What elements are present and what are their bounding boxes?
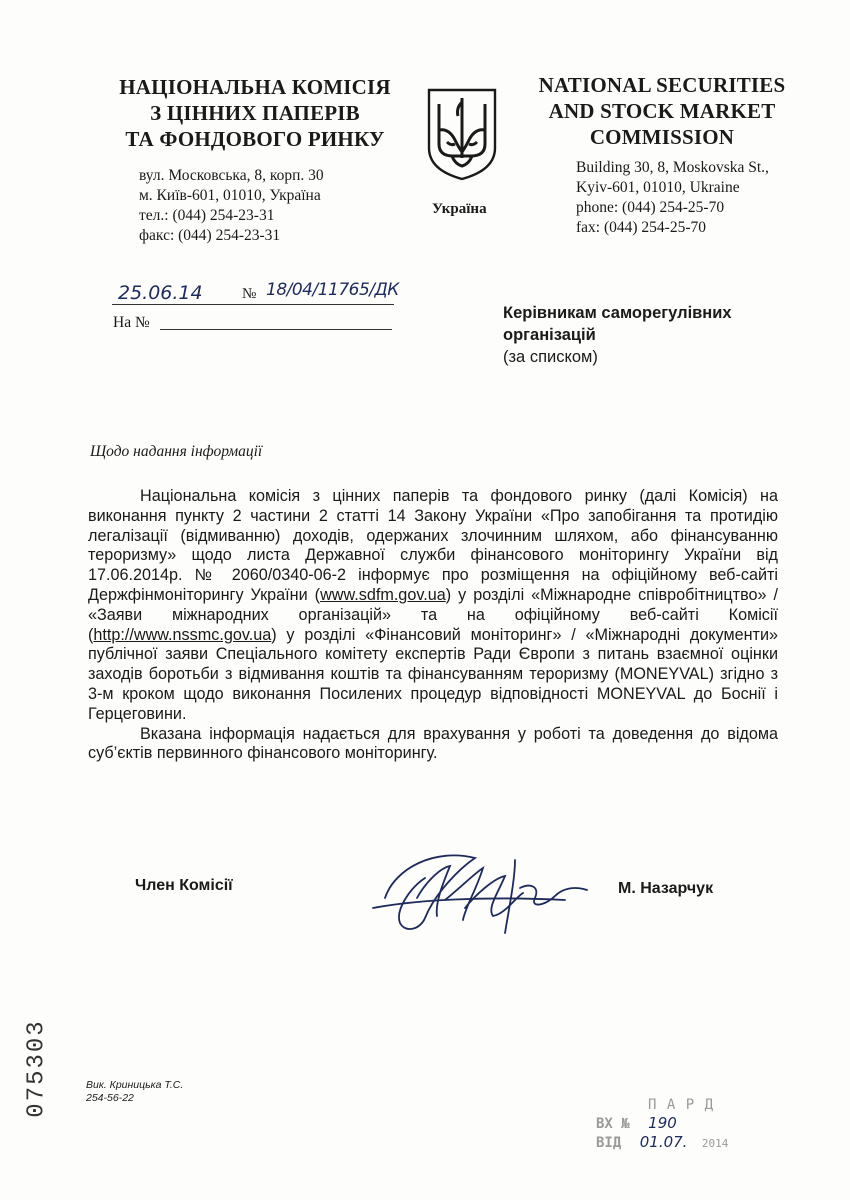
executor-name: Вик. Криницька Т.С. [86,1079,184,1091]
left-org-title [108,74,402,152]
body-paragraph: Вказана інформація надається для врахування у роботі та доведення до відома суб’єктів первинного фінансового моніторингу. [88,724,778,763]
address-line: вул. Московська, 8, корп. 30 [139,167,324,184]
right-title-line: AND STOCK MARKET [548,99,776,123]
right-title-line: NATIONAL SECURITIES [538,73,786,97]
stamp-incoming-number: ВХ № 190 [596,1114,677,1132]
outgoing-number: 18/04/11765/ДК [266,280,399,300]
ref-underline [112,304,394,305]
number-label: № [242,286,257,302]
stamp-year: 2014 [701,1137,729,1150]
address-line: факс: (044) 254-23-31 [139,227,281,244]
address-line: Kyiv-601, 01010, Ukraine [576,179,740,196]
address-line: м. Київ-601, 01010, Україна [139,187,321,204]
right-title-line: COMMISSION [589,125,735,149]
address-line: тел.: (044) 254-23-31 [139,207,275,224]
handwritten-signature-icon [365,838,595,943]
letter-body [88,487,778,764]
signatory-name: М. Назарчук [618,880,714,897]
stamp-incoming-value: 190 [648,1114,677,1132]
executor-info [86,1079,183,1105]
emblem-caption: Україна [432,201,487,217]
trident-emblem-icon [425,86,499,182]
address-line: phone: (044) 254-25-70 [576,199,725,216]
addressee-line: (за списком) [503,348,598,366]
addressee-line: Керівникам саморегулівних [503,304,732,322]
body-paragraph: Національна комісія з цінних паперів та фондового ринку (далі Комісія) на виконання пункту 2 частини 2 статті 14 Закону України «Про запобігання та протидію легалізації (відмиванню) доходів, одержаних злочинним шляхом, або фінансуванню тероризму» щодо листа Державної служби фінансового моніторингу України від 17.06.2014р. № 2060/0340-06-2 інформує про розміщення на офіційному веб-сайті Держфінмоніторингу України (www.sdfm.gov.ua) у розділі «Міжнародне співробітництво» / «Заяви міжнародних організацій» та на офіційному веб-сайті Комісії (http://www.nssmc.gov.ua) у розділі «Фінансовий моніторинг» / «Міжнародні документи» публічної заяви Спеціального комітету експертів Ради Європи з питань взаємної оцінки заходів боротьби з відмивання коштів та фінансуванням тероризму (MONEYVAL) згідно з 3-м кроком щодо виконання Посилених процедур відповідності MONEYVAL до Боснії і Герцеговини. [88,487,779,723]
nssmc-link[interactable]: http://www.nssmc.gov.ua [93,625,272,644]
addressee-line: організацій [503,326,596,344]
left-title-line: ТА ФОНДОВОГО РИНКУ [125,127,385,151]
left-title-line: НАЦІОНАЛЬНА КОМІСІЯ [119,75,391,99]
addressee [503,302,732,368]
stamp-org: П А Р Д [648,1097,715,1113]
reply-underline [160,329,392,330]
address-line: Building 30, 8, Moskovska St., [576,159,769,176]
stamp-date-value: 01.07. [639,1133,688,1151]
signatory-position: Член Комісії [135,877,233,894]
stamp-date: ВІД 01.07. 2014 [596,1133,729,1151]
executor-phone: 254-56-22 [86,1092,134,1104]
serial-number: 075303 [23,1019,51,1118]
right-address [576,158,769,238]
right-org-title [522,72,802,150]
left-address [139,166,324,246]
letter-subject: Щодо надання інформації [90,443,263,460]
outgoing-date: 25.06.14 [118,282,203,304]
left-title-line: З ЦІННИХ ПАПЕРІВ [150,101,360,125]
incoming-stamp [596,1096,728,1153]
address-line: fax: (044) 254-25-70 [576,219,706,236]
reply-label: На № [113,314,150,331]
sdfm-link[interactable]: www.sdfm.gov.ua [320,585,446,604]
